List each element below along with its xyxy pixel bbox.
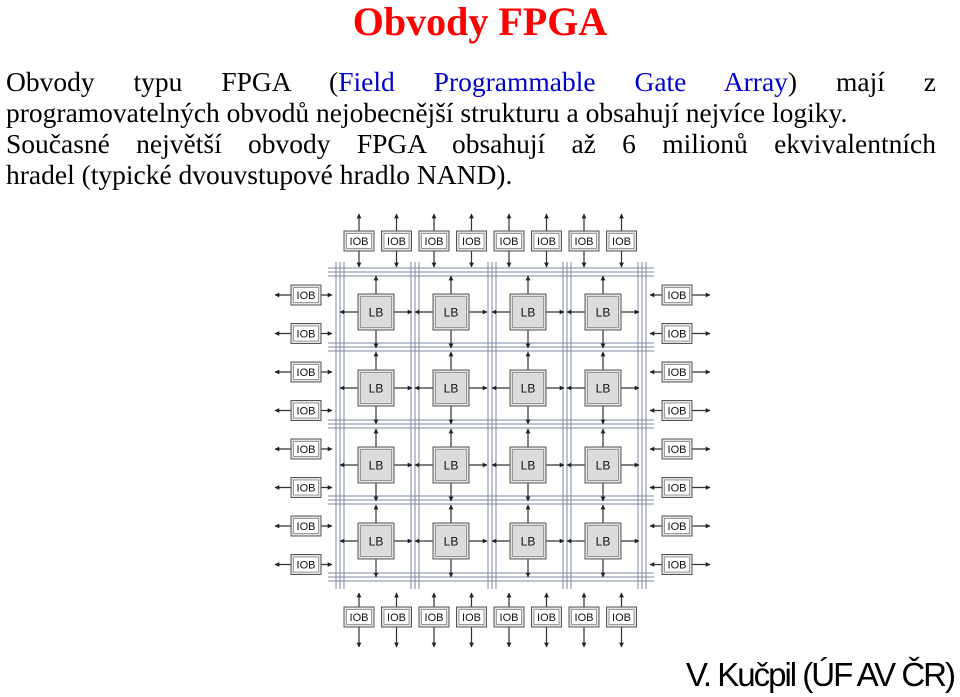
- lb-block: [510, 294, 546, 330]
- iob-label: IOB: [667, 443, 687, 456]
- iob-label: IOB: [667, 482, 687, 495]
- iob-top: [457, 231, 487, 251]
- iob-label: IOB: [537, 235, 556, 248]
- routing-channel-vertical: [411, 262, 419, 589]
- iob-label: IOB: [296, 328, 316, 341]
- iob-label: IOB: [296, 520, 316, 533]
- iob-label: IOB: [424, 235, 444, 248]
- iob-top: [494, 231, 524, 251]
- intro-paragraph: [6, 66, 936, 190]
- iob-bottom: [532, 607, 562, 627]
- iob-right: [662, 324, 692, 344]
- iob-left: [291, 439, 321, 459]
- iob-label: IOB: [349, 235, 369, 248]
- iob-bottom: [344, 607, 374, 627]
- lb-label: LB: [520, 305, 536, 320]
- iob-label: IOB: [296, 405, 316, 418]
- lb-label: LB: [443, 305, 459, 320]
- iob-label: IOB: [296, 289, 316, 302]
- iob-label: IOB: [462, 235, 481, 248]
- iob-top: [532, 231, 562, 251]
- iob-right: [662, 478, 692, 498]
- iob-right: [662, 555, 692, 575]
- lb-block: [585, 523, 621, 559]
- lb-block: [433, 370, 469, 406]
- routing-channel-vertical: [563, 262, 571, 589]
- routing-channel-horizontal: [328, 496, 654, 504]
- lb-label: LB: [595, 534, 611, 549]
- iob-label: IOB: [667, 328, 687, 341]
- iob-label: IOB: [499, 235, 519, 248]
- lb-block: [510, 523, 546, 559]
- footer-author: V. Kučpil (ÚF AV ČR): [685, 656, 954, 693]
- lb-block: [433, 294, 469, 330]
- iob-left: [291, 401, 321, 421]
- line1-prefix: Obvody typu FPGA (: [6, 66, 339, 97]
- iob-bottom: [419, 607, 449, 627]
- paragraph-line-2: programovatelných obvodů nejobecnější strukturu a obsahují nejvíce logiky.: [6, 97, 848, 128]
- lb-label: LB: [595, 458, 611, 473]
- iob-left: [291, 555, 321, 575]
- iob-label: IOB: [349, 611, 369, 624]
- iob-label: IOB: [462, 611, 481, 624]
- iob-label: IOB: [424, 611, 444, 624]
- iob-right: [662, 439, 692, 459]
- fpga-architecture-diagram: [270, 207, 720, 658]
- lb-label: LB: [443, 534, 459, 549]
- routing-channel-vertical: [638, 262, 646, 589]
- iob-label: IOB: [537, 611, 556, 624]
- iob-bottom: [494, 607, 524, 627]
- iob-label: IOB: [667, 289, 687, 302]
- lb-label: LB: [368, 458, 384, 473]
- iob-top: [419, 231, 449, 251]
- routing-channel-vertical: [488, 262, 496, 589]
- lb-label: LB: [368, 534, 384, 549]
- iob-label: IOB: [296, 443, 316, 456]
- iob-right: [662, 401, 692, 421]
- lb-label: LB: [520, 458, 536, 473]
- lb-block: [358, 370, 394, 406]
- iob-label: IOB: [667, 520, 687, 533]
- iob-label: IOB: [296, 366, 316, 379]
- routing-channel-horizontal: [328, 420, 654, 428]
- lb-label: LB: [520, 534, 536, 549]
- lb-block: [585, 447, 621, 483]
- lb-label: LB: [443, 458, 459, 473]
- iob-label: IOB: [612, 611, 631, 624]
- paragraph-line-3: Současné největší obvody FPGA obsahují až 6 milionů ekvivalentních: [6, 128, 936, 159]
- lb-block: [358, 523, 394, 559]
- iob-label: IOB: [667, 405, 687, 418]
- iob-left: [291, 516, 321, 536]
- iob-label: IOB: [387, 235, 406, 248]
- iob-left: [291, 324, 321, 344]
- routing-channel-horizontal: [328, 268, 654, 276]
- iob-label: IOB: [574, 611, 594, 624]
- iob-left: [291, 478, 321, 498]
- line1-suffix: ) mají z: [787, 66, 936, 97]
- lb-block: [510, 370, 546, 406]
- iob-bottom: [569, 607, 599, 627]
- paragraph-line-4: hradel (typické dvouvstupové hradlo NAND).: [6, 159, 513, 190]
- iob-label: IOB: [296, 482, 316, 495]
- routing-channel-horizontal: [328, 573, 654, 581]
- iob-right: [662, 285, 692, 305]
- page-title: Obvody FPGA: [352, 0, 608, 44]
- lb-label: LB: [368, 381, 384, 396]
- iob-label: IOB: [612, 235, 631, 248]
- lb-block: [585, 370, 621, 406]
- lb-label: LB: [443, 381, 459, 396]
- iob-label: IOB: [667, 366, 687, 379]
- iob-top: [607, 231, 637, 251]
- iob-bottom: [457, 607, 487, 627]
- lb-label: LB: [520, 381, 536, 396]
- iob-top: [382, 231, 412, 251]
- lb-block: [433, 447, 469, 483]
- lb-label: LB: [368, 305, 384, 320]
- fpga-diagram-svg: [270, 207, 720, 653]
- lb-label: LB: [595, 381, 611, 396]
- lb-block: [433, 523, 469, 559]
- iob-bottom: [607, 607, 637, 627]
- paragraph-line-1: [6, 66, 936, 97]
- iob-right: [662, 362, 692, 382]
- fpga-expansion: Field Programmable Gate Array: [338, 66, 788, 97]
- lb-block: [358, 294, 394, 330]
- iob-label: IOB: [574, 235, 594, 248]
- iob-top: [569, 231, 599, 251]
- iob-label: IOB: [296, 559, 316, 572]
- lb-label: LB: [595, 305, 611, 320]
- lb-block: [510, 447, 546, 483]
- routing-channel-horizontal: [328, 343, 654, 351]
- iob-right: [662, 516, 692, 536]
- iob-label: IOB: [387, 611, 406, 624]
- iob-left: [291, 362, 321, 382]
- lb-block: [358, 447, 394, 483]
- iob-bottom: [382, 607, 412, 627]
- iob-left: [291, 285, 321, 305]
- iob-label: IOB: [499, 611, 519, 624]
- iob-top: [344, 231, 374, 251]
- routing-channel-vertical: [336, 262, 344, 589]
- lb-block: [585, 294, 621, 330]
- iob-label: IOB: [667, 559, 687, 572]
